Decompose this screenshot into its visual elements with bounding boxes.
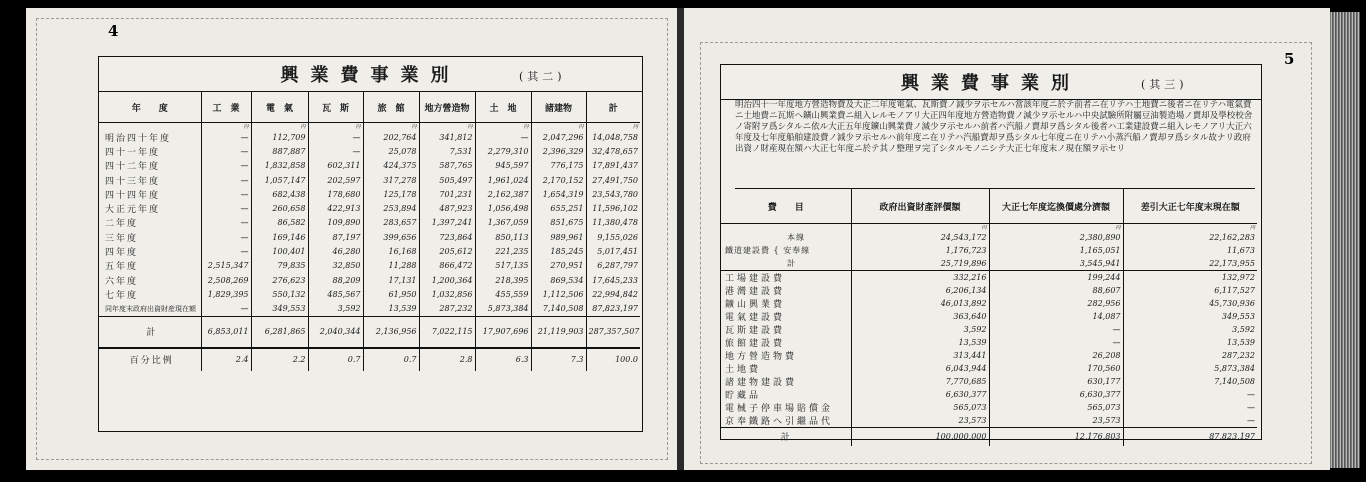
right-cell: 7,140,508 — [1123, 375, 1257, 388]
left-cell: 1,056,498 — [475, 201, 531, 215]
right-railway-label — [721, 257, 851, 270]
left-cell: 2,170,152 — [531, 173, 586, 187]
left-cell: 61,950 — [363, 287, 419, 301]
left-cell: 485,567 — [308, 287, 363, 301]
right-table-row — [721, 349, 1257, 362]
right-cell: 287,232 — [1123, 349, 1257, 362]
right-railway-row — [721, 231, 1257, 244]
left-cell: 776,175 — [531, 159, 586, 173]
left-cell: 701,231 — [419, 187, 475, 201]
right-cell: 23,573 — [851, 414, 989, 428]
right-row-label: 電氣建設費 — [725, 312, 786, 323]
left-cell: 2,047,296 — [531, 130, 586, 144]
left-cell: 2,396,329 — [531, 144, 586, 158]
left-cell: 2,515,347 — [201, 259, 251, 273]
left-cell: 1,397,241 — [419, 216, 475, 230]
right-cell: 332,216 — [851, 270, 989, 284]
left-row-label: 七年度 — [105, 290, 139, 301]
right-cell: 14,087 — [989, 310, 1123, 323]
right-cell: 7,770,685 — [851, 375, 989, 388]
right-table-row — [721, 414, 1257, 428]
right-cell: 13,539 — [851, 336, 989, 349]
left-row-label: 四十二年度 — [105, 162, 161, 173]
left-pct-cell: 2.8 — [419, 348, 475, 371]
left-title: 興業費事業別 — [280, 65, 461, 86]
left-cell: 7,140,508 — [531, 302, 586, 317]
left-cell: 655,251 — [531, 201, 586, 215]
left-total-cell: 7,022,115 — [419, 316, 475, 348]
right-cell: 11,673 — [1123, 244, 1257, 257]
left-cell: 945,597 — [475, 159, 531, 173]
left-row-label: 四十一年度 — [105, 147, 161, 158]
left-cell: — — [201, 230, 251, 244]
left-cell: 487,923 — [419, 201, 475, 215]
right-table-row — [721, 388, 1257, 401]
left-col-header: 瓦 斯 — [308, 92, 363, 123]
right-unit: 円 — [851, 224, 989, 232]
left-cell: 2,508,269 — [201, 273, 251, 287]
left-cell: 32,478,657 — [586, 144, 640, 158]
left-cell: — — [201, 187, 251, 201]
left-cell: 887,887 — [251, 144, 308, 158]
left-cell: 399,656 — [363, 230, 419, 244]
left-cell: 17,891,437 — [586, 159, 640, 173]
left-cell: 682,438 — [251, 187, 308, 201]
left-unit: 円 — [308, 123, 363, 131]
right-cell: 88,607 — [989, 284, 1123, 297]
right-col-header: 政府出資財產評價額 — [851, 189, 989, 224]
left-table-row — [99, 216, 640, 230]
left-table-row — [99, 259, 640, 273]
right-total-cell: 12,176,803 — [989, 427, 1123, 446]
right-note: 明治四十一年度地方營造物費及大正二年度電氣、瓦斯費ノ減少ヲ示セルハ當該年度ニ於テ前者ニ在リテハ土地費ニ後者ニ在リテハ電氣費ニ土地費ニ瓦斯ヘ鑛山興業費ニ組入レルモノアリ大正四年度地方營造物費ノ減少ヲ示セルハ中央試驗所附屬豆油製造場ノ賣却及學校校舍ノ寄附ヲ爲シタルニ依ル大正五年度鑛山興業費ノ減少ヲ示セルハ前者ハ汽船ノ賣却ヲ爲シタル後者ハ工業建設費ニ組入レモノアリ大正六年度及七年度船舶建設費ノ減少ヲ示セルハ前年度ニ在リテハ汽船賣却ヲ爲シタル七年度ニ在リテハ小蒸汽船ノ賣却ヲ爲シタル故ナリ政府出資ノ財産現在額ハ大正七年度ニ於テ其ノ整理ヲ完了シタルモノニシテ大正七年度末ノ現在額ヲ示セリ — [735, 100, 1255, 189]
left-cell: 17,131 — [363, 273, 419, 287]
right-cell: 26,208 — [989, 349, 1123, 362]
page-number-right: 5 — [1284, 50, 1295, 68]
right-cell: — — [1123, 388, 1257, 401]
right-row-label: 旅館建設費 — [725, 338, 786, 349]
left-cell: 109,890 — [308, 216, 363, 230]
page-number-left: 4 — [108, 22, 119, 40]
left-total-label: 計 — [99, 316, 201, 348]
left-table-row — [99, 230, 640, 244]
right-table-row — [721, 297, 1257, 310]
right-table-row — [721, 270, 1257, 284]
left-cell: 46,280 — [308, 244, 363, 258]
right-row-label: 瓦斯建設費 — [725, 325, 786, 336]
left-cell: 455,559 — [475, 287, 531, 301]
right-col-header: 大正七年度迄換價處分濟額 — [989, 189, 1123, 224]
left-cell: 218,395 — [475, 273, 531, 287]
left-cell: 1,961,024 — [475, 173, 531, 187]
left-cell: 11,380,478 — [586, 216, 640, 230]
right-row-label: 土地費 — [725, 364, 762, 375]
right-table-row — [721, 323, 1257, 336]
left-cell: 1,654,319 — [531, 187, 586, 201]
right-row-label: 貯藏品 — [725, 390, 762, 401]
left-cell: 205,612 — [419, 244, 475, 258]
right-row-label: 工場建設費 — [721, 270, 851, 284]
right-unit: 円 — [989, 224, 1123, 232]
right-cell: 282,956 — [989, 297, 1123, 310]
right-col-header: 差引大正七年度末現在額 — [1123, 189, 1257, 224]
left-cell: 1,832,858 — [251, 159, 308, 173]
left-cell: 424,375 — [363, 159, 419, 173]
right-table-row — [721, 375, 1257, 388]
left-cell: 13,539 — [363, 302, 419, 317]
right-cell: 565,073 — [851, 401, 989, 414]
right-cell: 23,573 — [989, 414, 1123, 428]
right-table-row — [721, 401, 1257, 414]
left-table-row — [99, 244, 640, 258]
right-cell: 313,441 — [851, 349, 989, 362]
left-part: (其二) — [519, 70, 566, 83]
left-cell: 850,113 — [475, 230, 531, 244]
book-spine — [677, 8, 684, 470]
left-cell: 1,032,856 — [419, 287, 475, 301]
left-cell: 422,913 — [308, 201, 363, 215]
page-edges — [1330, 12, 1360, 468]
right-cell: 3,592 — [1123, 323, 1257, 336]
left-table-frame — [98, 56, 643, 432]
left-cell: 5,873,384 — [475, 302, 531, 317]
left-pct-cell: 0.7 — [308, 348, 363, 371]
left-row-label: 三年度 — [105, 233, 139, 244]
left-cell: 517,135 — [475, 259, 531, 273]
left-cell: 22,994,842 — [586, 287, 640, 301]
right-title-row — [721, 65, 1261, 100]
left-row-label: 四十三年度 — [105, 176, 161, 187]
left-cell: 349,553 — [251, 302, 308, 317]
left-cell: 723,864 — [419, 230, 475, 244]
right-cell: 6,630,377 — [851, 388, 989, 401]
right-cell: 3,545,941 — [989, 257, 1123, 270]
left-table-row — [99, 130, 640, 144]
right-row-label: 電械子停車場賠償金 — [725, 403, 834, 414]
railway-sub-label: 計 — [787, 258, 796, 268]
left-cell: — — [201, 244, 251, 258]
right-cell: 349,553 — [1123, 310, 1257, 323]
right-unit-spacer — [721, 224, 851, 232]
railway-sub-label: 安奉線 — [783, 245, 811, 255]
left-row-label: 四十四年度 — [105, 190, 161, 201]
left-unit: 円 — [251, 123, 308, 131]
right-cell: — — [989, 323, 1123, 336]
left-cell: 16,168 — [363, 244, 419, 258]
left-cell: 79,835 — [251, 259, 308, 273]
left-table-row — [99, 173, 640, 187]
right-cell: 6,206,134 — [851, 284, 989, 297]
right-cell: 199,244 — [989, 270, 1123, 284]
left-cell: 550,132 — [251, 287, 308, 301]
left-col-header: 計 — [586, 92, 640, 123]
left-cell: 1,057,147 — [251, 173, 308, 187]
left-col-header: 旅 館 — [363, 92, 419, 123]
left-cell: 202,764 — [363, 130, 419, 144]
left-pct-cell: 100.0 — [586, 348, 640, 371]
left-table-row — [99, 159, 640, 173]
right-cell: 45,730,936 — [1123, 297, 1257, 310]
left-total-cell: 2,040,344 — [308, 316, 363, 348]
left-cell: 14,048,758 — [586, 130, 640, 144]
right-cell: 5,873,384 — [1123, 362, 1257, 375]
right-col-header: 費 目 — [721, 189, 851, 224]
right-railway-row — [721, 244, 1257, 257]
left-cell: 32,850 — [308, 259, 363, 273]
right-cell: 1,165,051 — [989, 244, 1123, 257]
right-total-cell: 87,823,197 — [1123, 427, 1257, 446]
railway-brace: { — [770, 245, 784, 255]
right-railway-label — [721, 231, 851, 244]
left-cell: 221,235 — [475, 244, 531, 258]
right-cell: 22,162,283 — [1123, 231, 1257, 244]
left-row-label: 同年度末政府出資財産現在額 — [105, 304, 196, 313]
left-cell: 869,534 — [531, 273, 586, 287]
left-unit: 円 — [419, 123, 475, 131]
left-cell: 27,491,750 — [586, 173, 640, 187]
left-cell: 1,829,395 — [201, 287, 251, 301]
left-cell: — — [308, 130, 363, 144]
left-cell: 587,765 — [419, 159, 475, 173]
left-table-row — [99, 287, 640, 301]
left-cell: 202,597 — [308, 173, 363, 187]
left-cell: 5,017,451 — [586, 244, 640, 258]
left-cell: 11,596,102 — [586, 201, 640, 215]
left-cell: 505,497 — [419, 173, 475, 187]
left-total-cell: 287,357,507 — [586, 316, 640, 348]
right-cell: 6,117,527 — [1123, 284, 1257, 297]
left-row-label: 五年度 — [105, 262, 139, 273]
right-cell: 6,043,944 — [851, 362, 989, 375]
right-row-label: 鑛山興業費 — [725, 299, 786, 310]
left-row-label: 四年度 — [105, 248, 139, 259]
left-cell: 602,311 — [308, 159, 363, 173]
left-cell: 317,278 — [363, 173, 419, 187]
left-cell: 253,894 — [363, 201, 419, 215]
left-cell: 276,623 — [251, 273, 308, 287]
left-cell: — — [201, 302, 251, 317]
left-cell: 851,675 — [531, 216, 586, 230]
left-total-cell: 2,136,956 — [363, 316, 419, 348]
left-unit-spacer — [99, 123, 201, 131]
left-cell: 866,472 — [419, 259, 475, 273]
left-pct-cell: 7.3 — [531, 348, 586, 371]
left-cell: 260,658 — [251, 201, 308, 215]
left-table-row — [99, 273, 640, 287]
left-cell: 87,197 — [308, 230, 363, 244]
right-title: 興業費事業別 — [901, 73, 1081, 94]
right-table-row — [721, 310, 1257, 323]
left-cell: 178,680 — [308, 187, 363, 201]
left-cell: 989,961 — [531, 230, 586, 244]
right-cell: 6,630,377 — [989, 388, 1123, 401]
right-table-row — [721, 362, 1257, 375]
left-cell: 112,709 — [251, 130, 308, 144]
railway-group-label: 鐵道建設費 — [725, 245, 770, 255]
left-cell: — — [201, 173, 251, 187]
right-cell: 630,177 — [989, 375, 1123, 388]
right-row-label: 港灣建設費 — [725, 286, 786, 297]
left-cell: 2,162,387 — [475, 187, 531, 201]
left-row-label: 六年度 — [105, 276, 139, 287]
left-col-header: 土 地 — [475, 92, 531, 123]
left-table-row — [99, 187, 640, 201]
left-cell: 341,812 — [419, 130, 475, 144]
left-unit: 円 — [363, 123, 419, 131]
left-table-row — [99, 201, 640, 215]
left-cell: 6,287,797 — [586, 259, 640, 273]
right-row-label: 京奉鐵路ヘ引繼品代 — [725, 416, 834, 427]
left-pct-cell: 6.3 — [475, 348, 531, 371]
left-col-header: 電 氣 — [251, 92, 308, 123]
right-cell: — — [989, 336, 1123, 349]
right-table-row — [721, 336, 1257, 349]
left-cell: 1,367,059 — [475, 216, 531, 230]
left-cell: — — [475, 130, 531, 144]
right-cell: 3,592 — [851, 323, 989, 336]
right-cell: 1,176,723 — [851, 244, 989, 257]
left-cell: 283,657 — [363, 216, 419, 230]
left-cell: — — [201, 201, 251, 215]
right-cell: 132,972 — [1123, 270, 1257, 284]
left-unit: 円 — [475, 123, 531, 131]
right-total-label: 計 — [721, 427, 851, 446]
right-unit: 円 — [1123, 224, 1257, 232]
right-railway-row — [721, 257, 1257, 270]
railway-sub-label: 本線 — [787, 232, 805, 242]
right-cell: — — [1123, 414, 1257, 428]
left-cell: 87,823,197 — [586, 302, 640, 317]
left-col-header: 地方營造物 — [419, 92, 475, 123]
left-title-row — [99, 57, 642, 92]
left-page — [26, 8, 678, 470]
right-cell: 13,539 — [1123, 336, 1257, 349]
left-col-header: 工 業 — [201, 92, 251, 123]
left-cell: 270,951 — [531, 259, 586, 273]
left-total-cell: 17,907,696 — [475, 316, 531, 348]
left-unit: 円 — [201, 123, 251, 131]
right-table-frame — [720, 64, 1262, 444]
left-cell: 1,112,506 — [531, 287, 586, 301]
left-unit: 円 — [586, 123, 640, 131]
left-pct-cell: 2.2 — [251, 348, 308, 371]
left-unit: 円 — [531, 123, 586, 131]
left-row-label: 二年度 — [105, 219, 139, 230]
left-row-label: 大正元年度 — [105, 205, 161, 216]
left-row-label: 明治四十年度 — [105, 133, 172, 144]
right-cell: 363,640 — [851, 310, 989, 323]
right-railway-label — [721, 244, 851, 257]
right-table-row — [721, 284, 1257, 297]
right-page — [684, 8, 1330, 470]
right-cell: 22,173,955 — [1123, 257, 1257, 270]
left-total-cell: 6,281,865 — [251, 316, 308, 348]
right-table — [721, 189, 1257, 446]
left-cell: 100,401 — [251, 244, 308, 258]
left-cell: 17,645,233 — [586, 273, 640, 287]
left-cell: — — [201, 216, 251, 230]
left-cell: 125,178 — [363, 187, 419, 201]
right-cell: 46,013,892 — [851, 297, 989, 310]
right-cell: 2,380,890 — [989, 231, 1123, 244]
left-table-row — [99, 302, 640, 317]
right-cell: 565,073 — [989, 401, 1123, 414]
left-total-cell: 6,853,011 — [201, 316, 251, 348]
left-col-header: 諸建物 — [531, 92, 586, 123]
left-cell: 23,543,780 — [586, 187, 640, 201]
left-cell: 3,592 — [308, 302, 363, 317]
left-pct-cell: 0.7 — [363, 348, 419, 371]
left-cell: — — [201, 144, 251, 158]
left-cell: 86,582 — [251, 216, 308, 230]
right-cell: — — [1123, 401, 1257, 414]
left-total-cell: 21,119,903 — [531, 316, 586, 348]
left-table-row — [99, 144, 640, 158]
left-cell: 169,146 — [251, 230, 308, 244]
left-cell: 287,232 — [419, 302, 475, 317]
left-pct-label: 百分比例 — [99, 348, 201, 371]
right-cell: 170,560 — [989, 362, 1123, 375]
left-cell: 11,288 — [363, 259, 419, 273]
left-col-header: 年 度 — [99, 92, 201, 123]
left-cell: 88,209 — [308, 273, 363, 287]
right-cell: 24,543,172 — [851, 231, 989, 244]
left-cell: — — [201, 159, 251, 173]
right-cell: 25,719,896 — [851, 257, 989, 270]
left-cell: 1,200,364 — [419, 273, 475, 287]
left-cell: 2,279,310 — [475, 144, 531, 158]
right-total-cell: 100,000,000 — [851, 427, 989, 446]
left-pct-cell: 2.4 — [201, 348, 251, 371]
left-cell: — — [308, 144, 363, 158]
left-cell: 9,155,026 — [586, 230, 640, 244]
left-cell: 25,078 — [363, 144, 419, 158]
left-cell: 185,245 — [531, 244, 586, 258]
left-cell: 7,531 — [419, 144, 475, 158]
right-row-label: 諸建物建設費 — [725, 377, 798, 388]
right-part: (其三) — [1141, 78, 1188, 91]
left-table — [99, 92, 640, 371]
left-cell: — — [201, 130, 251, 144]
right-row-label: 地方營造物費 — [725, 351, 798, 362]
